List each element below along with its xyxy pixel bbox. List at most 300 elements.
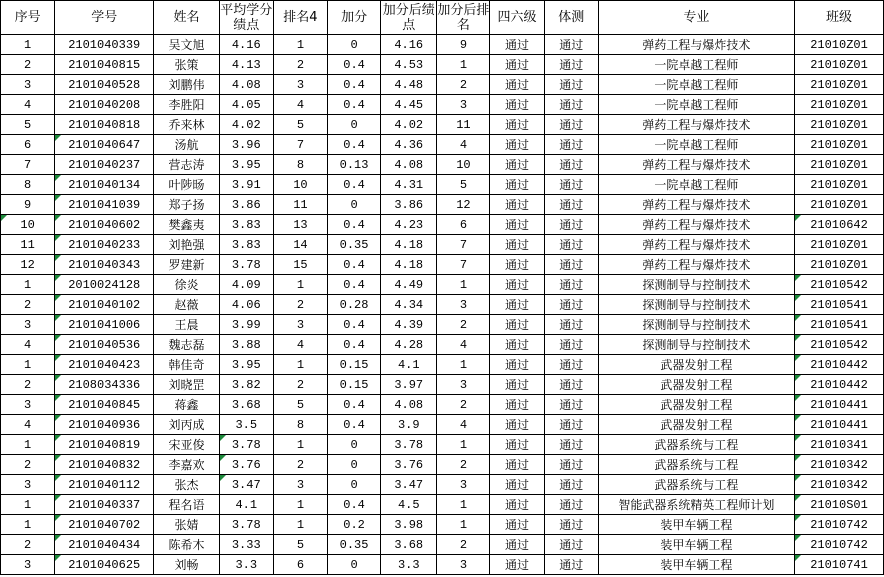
rank4-cell[interactable]: 14 bbox=[273, 235, 327, 255]
name-cell[interactable]: 张婧 bbox=[154, 515, 219, 535]
bonus-cell[interactable]: 0.4 bbox=[328, 75, 381, 95]
student-id-cell[interactable]: 2101040602 bbox=[55, 215, 154, 235]
rank4-cell[interactable]: 8 bbox=[273, 415, 327, 435]
adjusted-gpa-cell[interactable]: 4.39 bbox=[381, 315, 437, 335]
pe-test-cell[interactable]: 通过 bbox=[544, 315, 598, 335]
pe-test-cell[interactable]: 通过 bbox=[544, 495, 598, 515]
adjusted-gpa-cell[interactable]: 3.9 bbox=[381, 415, 437, 435]
rank4-cell[interactable]: 5 bbox=[273, 535, 327, 555]
rank4-cell[interactable]: 2 bbox=[273, 55, 327, 75]
adjusted-gpa-cell[interactable]: 4.1 bbox=[381, 355, 437, 375]
major-cell[interactable]: 探测制导与控制技术 bbox=[598, 275, 794, 295]
cet-cell[interactable]: 通过 bbox=[490, 55, 544, 75]
pe-test-cell[interactable]: 通过 bbox=[544, 255, 598, 275]
adjusted-gpa-cell[interactable]: 4.18 bbox=[381, 235, 437, 255]
bonus-cell[interactable]: 0 bbox=[328, 195, 381, 215]
name-cell[interactable]: 罗建新 bbox=[154, 255, 219, 275]
index-cell[interactable]: 2 bbox=[1, 375, 55, 395]
cet-cell[interactable]: 通过 bbox=[490, 275, 544, 295]
cet-cell[interactable]: 通过 bbox=[490, 295, 544, 315]
index-cell[interactable]: 1 bbox=[1, 495, 55, 515]
student-id-cell[interactable]: 2101040845 bbox=[55, 395, 154, 415]
rank4-cell[interactable]: 11 bbox=[273, 195, 327, 215]
major-cell[interactable]: 装甲车辆工程 bbox=[598, 515, 794, 535]
class-cell[interactable]: 21010342 bbox=[795, 455, 884, 475]
name-cell[interactable]: 李嘉欢 bbox=[154, 455, 219, 475]
bonus-cell[interactable]: 0.4 bbox=[328, 415, 381, 435]
rank4-cell[interactable]: 1 bbox=[273, 495, 327, 515]
cet-cell[interactable]: 通过 bbox=[490, 75, 544, 95]
cet-cell[interactable]: 通过 bbox=[490, 435, 544, 455]
rank4-cell[interactable]: 3 bbox=[273, 315, 327, 335]
pe-test-cell[interactable]: 通过 bbox=[544, 135, 598, 155]
gpa-cell[interactable]: 3.47 bbox=[219, 475, 273, 495]
header-cell[interactable]: 序号 bbox=[1, 1, 55, 35]
adjusted-gpa-cell[interactable]: 3.97 bbox=[381, 375, 437, 395]
adjusted-rank-cell[interactable]: 3 bbox=[437, 295, 490, 315]
student-id-cell[interactable]: 2010024128 bbox=[55, 275, 154, 295]
adjusted-rank-cell[interactable]: 2 bbox=[437, 395, 490, 415]
adjusted-gpa-cell[interactable]: 4.48 bbox=[381, 75, 437, 95]
pe-test-cell[interactable]: 通过 bbox=[544, 395, 598, 415]
class-cell[interactable]: 21010Z01 bbox=[795, 55, 884, 75]
gpa-cell[interactable]: 3.86 bbox=[219, 195, 273, 215]
adjusted-rank-cell[interactable]: 4 bbox=[437, 335, 490, 355]
index-cell[interactable]: 4 bbox=[1, 415, 55, 435]
adjusted-rank-cell[interactable]: 1 bbox=[437, 435, 490, 455]
gpa-cell[interactable]: 4.08 bbox=[219, 75, 273, 95]
major-cell[interactable]: 装甲车辆工程 bbox=[598, 535, 794, 555]
pe-test-cell[interactable]: 通过 bbox=[544, 295, 598, 315]
student-id-cell[interactable]: 2101040134 bbox=[55, 175, 154, 195]
major-cell[interactable]: 弹药工程与爆炸技术 bbox=[598, 255, 794, 275]
major-cell[interactable]: 装甲车辆工程 bbox=[598, 555, 794, 575]
rank4-cell[interactable]: 5 bbox=[273, 395, 327, 415]
name-cell[interactable]: 张杰 bbox=[154, 475, 219, 495]
rank4-cell[interactable]: 3 bbox=[273, 475, 327, 495]
student-id-cell[interactable]: 2101041006 bbox=[55, 315, 154, 335]
name-cell[interactable]: 刘鹏伟 bbox=[154, 75, 219, 95]
class-cell[interactable]: 21010Z01 bbox=[795, 135, 884, 155]
adjusted-rank-cell[interactable]: 1 bbox=[437, 55, 490, 75]
pe-test-cell[interactable]: 通过 bbox=[544, 355, 598, 375]
adjusted-rank-cell[interactable]: 11 bbox=[437, 115, 490, 135]
major-cell[interactable]: 弹药工程与爆炸技术 bbox=[598, 155, 794, 175]
major-cell[interactable]: 智能武器系统精英工程师计划 bbox=[598, 495, 794, 515]
index-cell[interactable]: 1 bbox=[1, 275, 55, 295]
rank4-cell[interactable]: 15 bbox=[273, 255, 327, 275]
student-id-cell[interactable]: 2101040112 bbox=[55, 475, 154, 495]
cet-cell[interactable]: 通过 bbox=[490, 355, 544, 375]
index-cell[interactable]: 6 bbox=[1, 135, 55, 155]
adjusted-rank-cell[interactable]: 9 bbox=[437, 35, 490, 55]
class-cell[interactable]: 21010Z01 bbox=[795, 195, 884, 215]
class-cell[interactable]: 21010742 bbox=[795, 515, 884, 535]
header-cell[interactable]: 加分后排名 bbox=[437, 2, 490, 33]
name-cell[interactable]: 王晨 bbox=[154, 315, 219, 335]
gpa-cell[interactable]: 3.78 bbox=[219, 515, 273, 535]
cet-cell[interactable]: 通过 bbox=[490, 215, 544, 235]
class-cell[interactable]: 21010442 bbox=[795, 355, 884, 375]
pe-test-cell[interactable]: 通过 bbox=[544, 35, 598, 55]
bonus-cell[interactable]: 0 bbox=[328, 475, 381, 495]
major-cell[interactable]: 探测制导与控制技术 bbox=[598, 295, 794, 315]
name-cell[interactable]: 刘艳强 bbox=[154, 235, 219, 255]
name-cell[interactable]: 营志涛 bbox=[154, 155, 219, 175]
cet-cell[interactable]: 通过 bbox=[490, 135, 544, 155]
header-cell[interactable]: 加分 bbox=[328, 1, 381, 35]
adjusted-rank-cell[interactable]: 5 bbox=[437, 175, 490, 195]
bonus-cell[interactable]: 0.4 bbox=[328, 395, 381, 415]
cet-cell[interactable]: 通过 bbox=[490, 315, 544, 335]
header-cell[interactable]: 专业 bbox=[598, 1, 794, 35]
index-cell[interactable]: 11 bbox=[1, 235, 55, 255]
bonus-cell[interactable]: 0.4 bbox=[328, 255, 381, 275]
adjusted-gpa-cell[interactable]: 4.49 bbox=[381, 275, 437, 295]
adjusted-rank-cell[interactable]: 1 bbox=[437, 515, 490, 535]
gpa-cell[interactable]: 3.5 bbox=[219, 415, 273, 435]
student-id-cell[interactable]: 2101040208 bbox=[55, 95, 154, 115]
adjusted-gpa-cell[interactable]: 3.98 bbox=[381, 515, 437, 535]
bonus-cell[interactable]: 0.15 bbox=[328, 355, 381, 375]
major-cell[interactable]: 武器系统与工程 bbox=[598, 475, 794, 495]
adjusted-rank-cell[interactable]: 2 bbox=[437, 455, 490, 475]
pe-test-cell[interactable]: 通过 bbox=[544, 455, 598, 475]
bonus-cell[interactable]: 0.4 bbox=[328, 175, 381, 195]
name-cell[interactable]: 樊鑫夷 bbox=[154, 215, 219, 235]
gpa-cell[interactable]: 3.78 bbox=[219, 255, 273, 275]
cet-cell[interactable]: 通过 bbox=[490, 115, 544, 135]
gpa-cell[interactable]: 4.09 bbox=[219, 275, 273, 295]
rank4-cell[interactable]: 1 bbox=[273, 435, 327, 455]
gpa-cell[interactable]: 3.78 bbox=[219, 435, 273, 455]
index-cell[interactable]: 10 bbox=[1, 215, 55, 235]
rank4-cell[interactable]: 1 bbox=[273, 515, 327, 535]
gpa-cell[interactable]: 3.76 bbox=[219, 455, 273, 475]
gpa-cell[interactable]: 4.16 bbox=[219, 35, 273, 55]
rank4-cell[interactable]: 4 bbox=[273, 335, 327, 355]
cet-cell[interactable]: 通过 bbox=[490, 555, 544, 575]
index-cell[interactable]: 3 bbox=[1, 315, 55, 335]
major-cell[interactable]: 一院卓越工程师 bbox=[598, 95, 794, 115]
pe-test-cell[interactable]: 通过 bbox=[544, 555, 598, 575]
header-cell[interactable]: 学号 bbox=[55, 1, 154, 35]
index-cell[interactable]: 3 bbox=[1, 475, 55, 495]
class-cell[interactable]: 21010S01 bbox=[795, 495, 884, 515]
student-id-cell[interactable]: 2101040339 bbox=[55, 35, 154, 55]
class-cell[interactable]: 21010741 bbox=[795, 555, 884, 575]
gpa-cell[interactable]: 4.1 bbox=[219, 495, 273, 515]
bonus-cell[interactable]: 0 bbox=[328, 455, 381, 475]
name-cell[interactable]: 刘丙成 bbox=[154, 415, 219, 435]
major-cell[interactable]: 一院卓越工程师 bbox=[598, 135, 794, 155]
gpa-cell[interactable]: 3.88 bbox=[219, 335, 273, 355]
adjusted-rank-cell[interactable]: 3 bbox=[437, 555, 490, 575]
student-id-cell[interactable]: 2101040528 bbox=[55, 75, 154, 95]
adjusted-gpa-cell[interactable]: 4.5 bbox=[381, 495, 437, 515]
adjusted-rank-cell[interactable]: 1 bbox=[437, 355, 490, 375]
adjusted-gpa-cell[interactable]: 3.78 bbox=[381, 435, 437, 455]
header-cell[interactable]: 体测 bbox=[544, 1, 598, 35]
major-cell[interactable]: 武器系统与工程 bbox=[598, 435, 794, 455]
name-cell[interactable]: 郑子扬 bbox=[154, 195, 219, 215]
bonus-cell[interactable]: 0.13 bbox=[328, 155, 381, 175]
pe-test-cell[interactable]: 通过 bbox=[544, 515, 598, 535]
adjusted-rank-cell[interactable]: 10 bbox=[437, 155, 490, 175]
index-cell[interactable]: 1 bbox=[1, 435, 55, 455]
student-id-cell[interactable]: 2101040536 bbox=[55, 335, 154, 355]
cet-cell[interactable]: 通过 bbox=[490, 475, 544, 495]
student-id-cell[interactable]: 2108034336 bbox=[55, 375, 154, 395]
major-cell[interactable]: 弹药工程与爆炸技术 bbox=[598, 195, 794, 215]
gpa-cell[interactable]: 4.02 bbox=[219, 115, 273, 135]
bonus-cell[interactable]: 0.4 bbox=[328, 495, 381, 515]
student-id-cell[interactable]: 2101040936 bbox=[55, 415, 154, 435]
header-cell[interactable]: 排名4 bbox=[273, 1, 327, 35]
class-cell[interactable]: 21010341 bbox=[795, 435, 884, 455]
rank4-cell[interactable]: 4 bbox=[273, 95, 327, 115]
header-cell[interactable]: 平均学分绩点 bbox=[220, 2, 273, 33]
gpa-cell[interactable]: 3.82 bbox=[219, 375, 273, 395]
index-cell[interactable]: 3 bbox=[1, 75, 55, 95]
class-cell[interactable]: 21010Z01 bbox=[795, 115, 884, 135]
index-cell[interactable]: 8 bbox=[1, 175, 55, 195]
index-cell[interactable]: 5 bbox=[1, 115, 55, 135]
name-cell[interactable]: 刘畅 bbox=[154, 555, 219, 575]
header-cell[interactable]: 班级 bbox=[795, 1, 884, 35]
name-cell[interactable]: 吴文旭 bbox=[154, 35, 219, 55]
pe-test-cell[interactable]: 通过 bbox=[544, 415, 598, 435]
student-id-cell[interactable]: 2101040237 bbox=[55, 155, 154, 175]
gpa-cell[interactable]: 3.3 bbox=[219, 555, 273, 575]
name-cell[interactable]: 韩佳奇 bbox=[154, 355, 219, 375]
bonus-cell[interactable]: 0.4 bbox=[328, 95, 381, 115]
student-id-cell[interactable]: 2101040434 bbox=[55, 535, 154, 555]
adjusted-gpa-cell[interactable]: 4.08 bbox=[381, 395, 437, 415]
pe-test-cell[interactable]: 通过 bbox=[544, 215, 598, 235]
class-cell[interactable]: 21010Z01 bbox=[795, 255, 884, 275]
index-cell[interactable]: 1 bbox=[1, 355, 55, 375]
adjusted-rank-cell[interactable]: 4 bbox=[437, 135, 490, 155]
gpa-cell[interactable]: 4.13 bbox=[219, 55, 273, 75]
student-id-cell[interactable]: 2101040233 bbox=[55, 235, 154, 255]
adjusted-gpa-cell[interactable]: 4.34 bbox=[381, 295, 437, 315]
class-cell[interactable]: 21010342 bbox=[795, 475, 884, 495]
header-cell[interactable]: 加分后绩点 bbox=[381, 1, 437, 35]
index-cell[interactable]: 2 bbox=[1, 295, 55, 315]
gpa-cell[interactable]: 4.06 bbox=[219, 295, 273, 315]
major-cell[interactable]: 弹药工程与爆炸技术 bbox=[598, 115, 794, 135]
adjusted-rank-cell[interactable]: 3 bbox=[437, 375, 490, 395]
cet-cell[interactable]: 通过 bbox=[490, 175, 544, 195]
adjusted-gpa-cell[interactable]: 3.86 bbox=[381, 195, 437, 215]
pe-test-cell[interactable]: 通过 bbox=[544, 275, 598, 295]
index-cell[interactable]: 2 bbox=[1, 455, 55, 475]
major-cell[interactable]: 弹药工程与爆炸技术 bbox=[598, 235, 794, 255]
major-cell[interactable]: 弹药工程与爆炸技术 bbox=[598, 215, 794, 235]
rank4-cell[interactable]: 2 bbox=[273, 455, 327, 475]
index-cell[interactable]: 3 bbox=[1, 555, 55, 575]
bonus-cell[interactable]: 0.4 bbox=[328, 315, 381, 335]
class-cell[interactable]: 21010541 bbox=[795, 315, 884, 335]
major-cell[interactable]: 武器发射工程 bbox=[598, 355, 794, 375]
pe-test-cell[interactable]: 通过 bbox=[544, 475, 598, 495]
cet-cell[interactable]: 通过 bbox=[490, 35, 544, 55]
adjusted-rank-cell[interactable]: 4 bbox=[437, 415, 490, 435]
rank4-cell[interactable]: 8 bbox=[273, 155, 327, 175]
cet-cell[interactable]: 通过 bbox=[490, 155, 544, 175]
cet-cell[interactable]: 通过 bbox=[490, 375, 544, 395]
cet-cell[interactable]: 通过 bbox=[490, 515, 544, 535]
rank4-cell[interactable]: 5 bbox=[273, 115, 327, 135]
gpa-cell[interactable]: 3.95 bbox=[219, 155, 273, 175]
adjusted-rank-cell[interactable]: 2 bbox=[437, 75, 490, 95]
bonus-cell[interactable]: 0 bbox=[328, 555, 381, 575]
class-cell[interactable]: 21010441 bbox=[795, 395, 884, 415]
adjusted-gpa-cell[interactable]: 4.28 bbox=[381, 335, 437, 355]
cet-cell[interactable]: 通过 bbox=[490, 415, 544, 435]
name-cell[interactable]: 叶陟旸 bbox=[154, 175, 219, 195]
name-cell[interactable]: 宋亚俊 bbox=[154, 435, 219, 455]
name-cell[interactable]: 李胜阳 bbox=[154, 95, 219, 115]
class-cell[interactable]: 21010642 bbox=[795, 215, 884, 235]
class-cell[interactable]: 21010542 bbox=[795, 275, 884, 295]
pe-test-cell[interactable]: 通过 bbox=[544, 175, 598, 195]
name-cell[interactable]: 徐炎 bbox=[154, 275, 219, 295]
adjusted-gpa-cell[interactable]: 4.31 bbox=[381, 175, 437, 195]
rank4-cell[interactable]: 1 bbox=[273, 35, 327, 55]
index-cell[interactable]: 7 bbox=[1, 155, 55, 175]
bonus-cell[interactable]: 0.35 bbox=[328, 235, 381, 255]
adjusted-rank-cell[interactable]: 1 bbox=[437, 495, 490, 515]
student-id-cell[interactable]: 2101040337 bbox=[55, 495, 154, 515]
adjusted-rank-cell[interactable]: 12 bbox=[437, 195, 490, 215]
student-id-cell[interactable]: 2101040815 bbox=[55, 55, 154, 75]
index-cell[interactable]: 4 bbox=[1, 95, 55, 115]
name-cell[interactable]: 张策 bbox=[154, 55, 219, 75]
name-cell[interactable]: 陈希木 bbox=[154, 535, 219, 555]
gpa-cell[interactable]: 3.96 bbox=[219, 135, 273, 155]
cet-cell[interactable]: 通过 bbox=[490, 395, 544, 415]
adjusted-rank-cell[interactable]: 7 bbox=[437, 255, 490, 275]
adjusted-rank-cell[interactable]: 3 bbox=[437, 95, 490, 115]
rank4-cell[interactable]: 6 bbox=[273, 555, 327, 575]
class-cell[interactable]: 21010Z01 bbox=[795, 155, 884, 175]
student-id-cell[interactable]: 2101040625 bbox=[55, 555, 154, 575]
bonus-cell[interactable]: 0 bbox=[328, 435, 381, 455]
gpa-cell[interactable]: 4.05 bbox=[219, 95, 273, 115]
index-cell[interactable]: 2 bbox=[1, 535, 55, 555]
student-id-cell[interactable]: 2101040423 bbox=[55, 355, 154, 375]
class-cell[interactable]: 21010541 bbox=[795, 295, 884, 315]
index-cell[interactable]: 4 bbox=[1, 335, 55, 355]
bonus-cell[interactable]: 0.28 bbox=[328, 295, 381, 315]
bonus-cell[interactable]: 0.4 bbox=[328, 335, 381, 355]
adjusted-rank-cell[interactable]: 2 bbox=[437, 315, 490, 335]
student-id-cell[interactable]: 2101040819 bbox=[55, 435, 154, 455]
cet-cell[interactable]: 通过 bbox=[490, 195, 544, 215]
gpa-cell[interactable]: 3.99 bbox=[219, 315, 273, 335]
index-cell[interactable]: 2 bbox=[1, 55, 55, 75]
major-cell[interactable]: 弹药工程与爆炸技术 bbox=[598, 35, 794, 55]
gpa-cell[interactable]: 3.83 bbox=[219, 215, 273, 235]
gpa-cell[interactable]: 3.68 bbox=[219, 395, 273, 415]
major-cell[interactable]: 一院卓越工程师 bbox=[598, 75, 794, 95]
rank4-cell[interactable]: 3 bbox=[273, 75, 327, 95]
rank4-cell[interactable]: 1 bbox=[273, 355, 327, 375]
student-id-cell[interactable]: 2101040647 bbox=[55, 135, 154, 155]
gpa-cell[interactable]: 3.83 bbox=[219, 235, 273, 255]
adjusted-gpa-cell[interactable]: 4.18 bbox=[381, 255, 437, 275]
cet-cell[interactable]: 通过 bbox=[490, 95, 544, 115]
index-cell[interactable]: 1 bbox=[1, 35, 55, 55]
gpa-cell[interactable]: 3.91 bbox=[219, 175, 273, 195]
index-cell[interactable]: 9 bbox=[1, 195, 55, 215]
rank4-cell[interactable]: 10 bbox=[273, 175, 327, 195]
student-id-cell[interactable]: 2101040832 bbox=[55, 455, 154, 475]
pe-test-cell[interactable]: 通过 bbox=[544, 235, 598, 255]
adjusted-gpa-cell[interactable]: 4.23 bbox=[381, 215, 437, 235]
major-cell[interactable]: 武器系统与工程 bbox=[598, 455, 794, 475]
name-cell[interactable]: 乔来林 bbox=[154, 115, 219, 135]
name-cell[interactable]: 魏志磊 bbox=[154, 335, 219, 355]
rank4-cell[interactable]: 2 bbox=[273, 375, 327, 395]
cet-cell[interactable]: 通过 bbox=[490, 535, 544, 555]
gpa-cell[interactable]: 3.33 bbox=[219, 535, 273, 555]
cet-cell[interactable]: 通过 bbox=[490, 335, 544, 355]
adjusted-gpa-cell[interactable]: 3.47 bbox=[381, 475, 437, 495]
pe-test-cell[interactable]: 通过 bbox=[544, 535, 598, 555]
major-cell[interactable]: 武器发射工程 bbox=[598, 375, 794, 395]
cet-cell[interactable]: 通过 bbox=[490, 255, 544, 275]
bonus-cell[interactable]: 0.4 bbox=[328, 55, 381, 75]
name-cell[interactable]: 汤航 bbox=[154, 135, 219, 155]
pe-test-cell[interactable]: 通过 bbox=[544, 115, 598, 135]
pe-test-cell[interactable]: 通过 bbox=[544, 155, 598, 175]
major-cell[interactable]: 一院卓越工程师 bbox=[598, 55, 794, 75]
adjusted-gpa-cell[interactable]: 4.16 bbox=[381, 35, 437, 55]
pe-test-cell[interactable]: 通过 bbox=[544, 375, 598, 395]
adjusted-gpa-cell[interactable]: 4.36 bbox=[381, 135, 437, 155]
adjusted-gpa-cell[interactable]: 4.02 bbox=[381, 115, 437, 135]
rank4-cell[interactable]: 2 bbox=[273, 295, 327, 315]
pe-test-cell[interactable]: 通过 bbox=[544, 335, 598, 355]
adjusted-gpa-cell[interactable]: 4.53 bbox=[381, 55, 437, 75]
bonus-cell[interactable]: 0 bbox=[328, 35, 381, 55]
cet-cell[interactable]: 通过 bbox=[490, 455, 544, 475]
header-cell[interactable]: 四六级 bbox=[490, 1, 544, 35]
bonus-cell[interactable]: 0.4 bbox=[328, 215, 381, 235]
gpa-cell[interactable]: 3.95 bbox=[219, 355, 273, 375]
class-cell[interactable]: 21010Z01 bbox=[795, 75, 884, 95]
major-cell[interactable]: 武器发射工程 bbox=[598, 395, 794, 415]
major-cell[interactable]: 探测制导与控制技术 bbox=[598, 335, 794, 355]
class-cell[interactable]: 21010Z01 bbox=[795, 175, 884, 195]
major-cell[interactable]: 武器发射工程 bbox=[598, 415, 794, 435]
adjusted-gpa-cell[interactable]: 4.08 bbox=[381, 155, 437, 175]
student-id-cell[interactable]: 2101040102 bbox=[55, 295, 154, 315]
rank4-cell[interactable]: 13 bbox=[273, 215, 327, 235]
class-cell[interactable]: 21010Z01 bbox=[795, 235, 884, 255]
class-cell[interactable]: 21010Z01 bbox=[795, 95, 884, 115]
name-cell[interactable]: 赵薇 bbox=[154, 295, 219, 315]
index-cell[interactable]: 3 bbox=[1, 395, 55, 415]
class-cell[interactable]: 21010742 bbox=[795, 535, 884, 555]
pe-test-cell[interactable]: 通过 bbox=[544, 75, 598, 95]
bonus-cell[interactable]: 0.35 bbox=[328, 535, 381, 555]
rank4-cell[interactable]: 7 bbox=[273, 135, 327, 155]
pe-test-cell[interactable]: 通过 bbox=[544, 195, 598, 215]
